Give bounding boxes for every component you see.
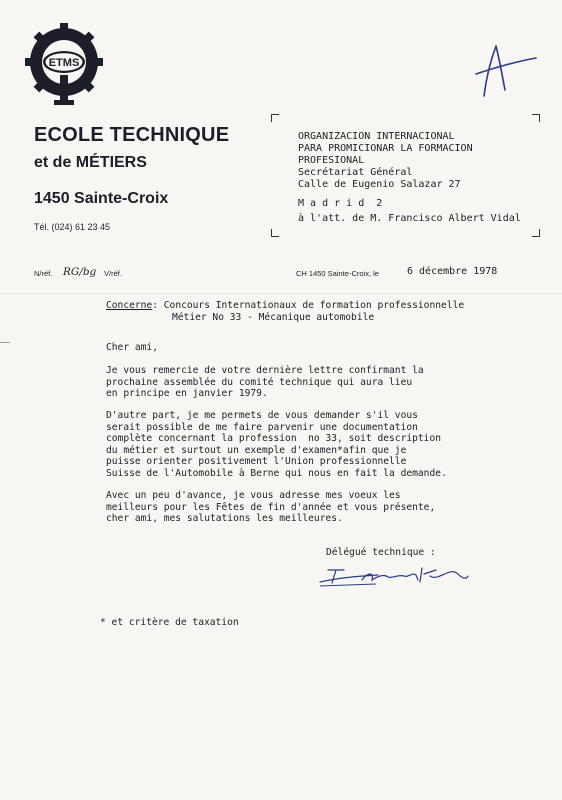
your-ref-label: V/réf. xyxy=(104,269,122,278)
address-corner-top-right xyxy=(532,114,540,122)
letter-date: 6 décembre 1978 xyxy=(407,266,498,277)
place-label: CH 1450 Sainte-Croix, le xyxy=(296,269,379,278)
recipient-line: PARA PROMICIONAR LA FORMACION xyxy=(298,143,473,154)
school-name: ECOLE TECHNIQUE xyxy=(34,124,230,146)
signature xyxy=(318,562,470,588)
recipient-line: Calle de Eugenio Salazar 27 xyxy=(298,179,461,190)
school-phone: Tél. (024) 61 23 45 xyxy=(34,222,111,232)
footnote: * et critère de taxation xyxy=(100,617,239,628)
recipient-line: PROFESIONAL xyxy=(298,155,365,166)
subject-line-1 xyxy=(106,300,464,312)
paragraph: Je vous remercie de votre dernière lettre confirmant la prochaine assemblée du comité technique qui aura lieu en principe en janvier 1979. xyxy=(106,365,424,400)
recipient-line: M a d r i d 2 xyxy=(298,198,383,209)
subject-label: Concerne xyxy=(106,300,153,311)
paragraph: D'autre part, je me permets de vous demander s'il vous serait possible de me faire parvenir une documentation complète concernant la profession no 33, soit description du métier et surtout un exemple d'examen*afin que je puisse orienter positivement l'Union professionnelle Suisse de l'Automobile à Berne qui nous en fait la demande. xyxy=(106,410,447,479)
punch-mark xyxy=(0,342,10,343)
our-ref-value: RG/bg xyxy=(63,266,97,278)
our-ref-label: N/réf. xyxy=(34,269,53,278)
subject-text: : Concours Internationaux de formation professionnelle xyxy=(152,300,465,311)
address-corner-bottom-right xyxy=(532,229,540,237)
closing-title: Délégué technique : xyxy=(326,547,436,558)
school-city: 1450 Sainte-Croix xyxy=(34,190,169,207)
school-subname: et de MÉTIERS xyxy=(34,154,147,171)
address-corner-top-left xyxy=(271,114,279,122)
logo-text: ETMS xyxy=(48,57,80,69)
address-corner-bottom-left xyxy=(271,229,279,237)
salutation: Cher ami, xyxy=(106,342,158,353)
fold-line xyxy=(0,293,562,294)
handwritten-mark xyxy=(470,40,540,100)
recipient-line: Secrétariat Général xyxy=(298,167,413,178)
recipient-line: à l'att. de M. Francisco Albert Vidal xyxy=(298,213,521,224)
recipient-line: ORGANIZACION INTERNACIONAL xyxy=(298,131,455,142)
subject-line-2: Métier No 33 - Mécanique automobile xyxy=(172,312,375,323)
paragraph: Avec un peu d'avance, je vous adresse mes voeux les meilleurs pour les Fêtes de fin d'année et vous présente, cher ami, mes salutations les meilleures. xyxy=(106,490,436,525)
school-logo xyxy=(24,20,104,120)
